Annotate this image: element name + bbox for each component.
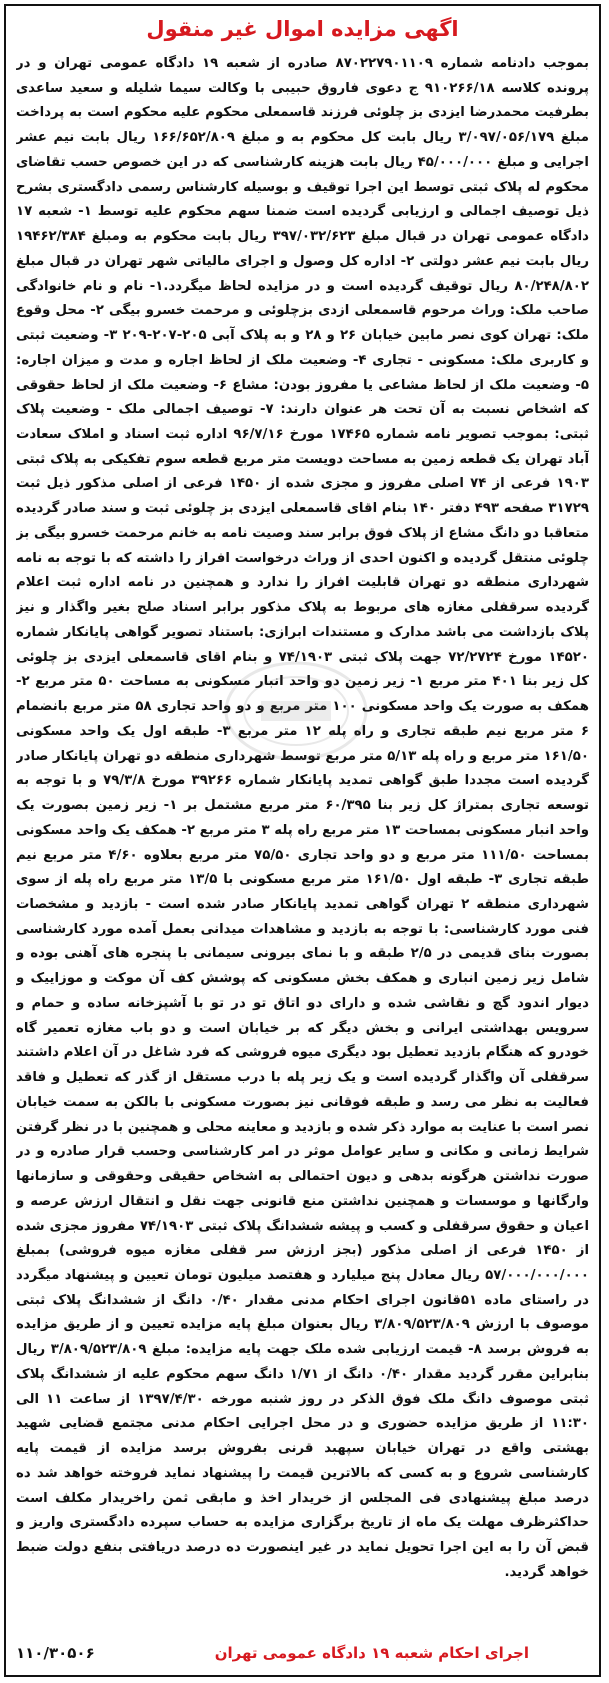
notice-title: اگهی مزایده اموال غیر منقول bbox=[146, 17, 459, 41]
auction-notice bbox=[4, 4, 601, 1677]
notice-footer bbox=[16, 1639, 589, 1667]
issuer-signature: اجرای احکام شعبه ۱۹ دادگاه عمومی تهران bbox=[214, 1644, 529, 1662]
notice-code: ۱۱۰/۳۰۵۰۶ bbox=[16, 1644, 95, 1662]
notice-body: بموجب دادنامه شماره ۸۷۰۲۲۷۹۰۱۱۰۹ صادره از شعبه ۱۹ دادگاه عمومی تهران و در پرونده کلاسه ۹۱۰۲۶۶/۱۸ ج دعوی فاروق حبیبی با وکالت سیما شلیله و سعید ساعدی بطرفیت محمدرضا ایزدی بز چلوئی فرزند قاسمعلی محکوم علیه محکوم است به پرداخت مبلغ ۳/۰۹۷/۰۵۶/۱۷۹ ریال بابت کل محکوم به و مبلغ ۱۶۶/۶۵۲/۸۰۹ ریال بابت نیم عشر اجرایی و مبلغ ۴۵/۰۰۰/۰۰۰ ریال بابت هزینه کارشناسی که در این خصوص حسب تقاضای محکوم له پلاک ثبتی توسط این اجرا توقیف و بوسیله کارشناس رسمی دادگستری بشرح ذیل توصیف اجمالی و ارزیابی گردیده است ضمنا سهم محکوم علیه توسط ۱- شعبه ۱۷ دادگاه عمومی تهران در قبال مبلغ ۳۹۷/۰۳۲/۶۲۳ ریال بابت محکوم به ومبلغ ۱۹۴۶۲/۳۸۴ ریال بابت نیم عشر دولتی ۲- اداره کل وصول و اجرای مالیاتی شهر تهران در قبال مبلغ ۸۰/۲۴۸/۸۰۲ ریال توقیف گردیده است و در مزایده لحاظ میگردد.۱- نام و نام خانوادگی صاحب ملک: وراث مرحوم قاسمعلی ازدی بزچلوئی و مرحمت خسرو بیگی ۲- محل وقوع ملک: تهران کوی نصر مابین خیابان ۲۶ و ۲۸ و به پلاک آبی ۲۰۵-۲۰۷-۲۰۹ ۳- وضعیت ثبتی و کاربری ملک: مسکونی - تجاری ۴- وضعیت ملک از لحاظ اجاره و مدت و میزان اجاره: ۵- وضعیت ملک از لحاظ مشاعی یا مفروز بودن: مشاع ۶- وضعیت ملک از لحاظ حقوقی که اشخاص نسبت به آن تحت هر عنوان دارند: ۷- توصیف اجمالی ملک - وضعیت پلاک ثبتی: بموجب تصویر نامه شماره ۱۷۴۶۵ مورخ ۹۶/۷/۱۶ اداره ثبت اسناد و املاک سعادت آباد تهران یک قطعه زمین به مساحت دویست متر مربع قطعه سوم تفکیکی به پلاک ثبتی ۱۹۰۳ فرعی از ۷۴ اصلی مفروز و مجزی شده از ۱۴۵۰ فرعی از اصلی مذکور ذیل ثبت ۳۱۷۲۹ صفحه ۴۹۳ دفتر ۱۴۰ بنام اقای قاسمعلی ایزدی بز چلوئی ثبت و سند صادر گردیده متعاقبا دو دانگ مشاع از پلاک فوق برابر سند وصیت نامه به خانم مرحمت خسرو بیگی بز چلوئی منتقل گردیده و اکنون احدی از وراث درخواست افراز را داشته که با توجه به نامه شهرداری منطقه دو تهران قابلیت افراز را ندارد و همچنین در نامه اداره ثبت اعلام گردیده سرقفلی مغازه های مربوط به پلاک مذکور برابر اسناد صلح بغیر واگذار و نیز پلاک بازداشت می باشد مدارک و مستندات ابرازی: باستناد تصویر گواهی پایانکار شماره ۱۴۵۲۰ مورخ ۷۲/۲۷۲۴ جهت پلاک ثبتی ۷۴/۱۹۰۳ و بنام اقای قاسمعلی ایزدی بز چلوئی کل زیر بنا ۴۰۱ متر مربع ۱- زیر زمین دو واحد انبار مسکونی به مساحت ۵۰ متر مربع ۲- همکف به صورت یک واحد مسکونی ۱۰۰ متر مربع و دو واحد تجاری ۵۸ متر مربع بانضمام ۶ متر مربع نیم طبقه تجاری و راه پله ۱۲ متر مربع ۳- طبقه اول یک واحد مسکونی ۱۶۱/۵۰ متر مربع و راه پله ۵/۱۳ متر مربع توسط شهرداری منطقه دو تهران پایانکار صادر گردیده است مجددا طبق گواهی تمدید پایانکار شماره ۳۹۲۶۶ مورخ ۷۹/۳/۸ و با توجه به توسعه تجاری بمتراژ کل زیر بنا ۶۰/۳۹۵ متر مربع مشتمل بر ۱- زیر زمین بصورت یک واحد انبار مسکونی بمساحت ۱۳ متر مربع راه پله ۳ متر مربع ۲- همکف یک واحد مسکونی بمساحت ۱۱۱/۵۰ متر مربع و دو واحد تجاری ۷۵/۵۰ متر مربع بعلاوه ۴/۶۰ متر مربع نیم طبقه تجاری ۳- طبقه اول ۱۶۱/۵۰ متر مربع مسکونی با ۱۳/۵ متر مربع راه پله از سوی شهرداری منطقه ۲ تهران گواهی تمدید پایانکار صادر شده است - بازدید و مشخصات فنی مورد کارشناسی: با توجه به بازدید و مشاهدات میدانی بعمل آمده مورد کارشناسی بصورت بنای قدیمی در ۲/۵ طبقه و با نمای بیرونی سیمانی با پنجره های آهنی بوده و شامل زیر زمین انباری و همکف بخش مسکونی که پوشش کف آن موکت و موزاییک و دیوار اندود گچ و نقاشی شده و دارای دو اتاق تو در تو با آشپزخانه ساده و حمام و سرویس بهداشتی ایرانی و بخش دیگر که بر خیابان است و دو باب مغازه تعمیر گاه خودرو که هنگام بازدید تعطیل بود دیگری میوه فروشی که فرد شاغل در آن اعلام داشتند سرقفلی آن واگذار گردیده است و یک زیر پله با درب مستقل از گذر که تعطیل و فاقد فعالیت به نظر می رسد و طبقه فوقانی نیز بصورت مسکونی با بالکن به سمت خیابان نصر است با عنایت به موارد ذکر شده و بازدید و معاینه محلی و همچنین با در نظر گرفتن شرایط زمانی و مکانی و سایر عوامل موثر در امر کارشناسی وحسب قرار صادره و در صورت نداشتن هرگونه بدهی و دیون احتمالی به اشخاص حقیقی وحقوقی و سازمانها وارگانها و موسسات و همچنین نداشتن منع قانونی جهت نقل و انتقال ارزش عرصه و اعیان و حقوق سرقفلی و کسب و پیشه ششدانگ پلاک ثبتی ۷۴/۱۹۰۳ مفروز مجزی شده از ۱۴۵۰ فرعی از اصلی مذکور (بجز ارزش سر قفلی مغازه میوه فروشی) بمبلغ ۵۷/۰۰۰/۰۰۰/۰۰۰ ریال معادل پنج میلیارد و هفتصد میلیون تومان تعیین و پیشنهاد میگردد در راستای ماده ۵۱قانون اجرای احکام مدنی مقدار ۰/۴۰ دانگ از ششدانگ پلاک ثبتی موصوف با ارزش ۳/۸۰۹/۵۲۳/۸۰۹ ریال بعنوان مبلغ پایه مزایده تعیین و از طریق مزایده به فروش برسد ۸- قیمت ارزیابی شده ملک جهت پایه مزایده: مبلغ ۳/۸۰۹/۵۲۳/۸۰۹ ریال بنابراین مقرر گردید مقدار ۰/۴۰ دانگ از ۱/۷۱ دانگ سهم محکوم علیه از ششدانگ پلاک ثبتی موصوف دانگ ملک فوق الذکر در روز شنبه مورخه ۱۳۹۷/۴/۳۰ از ساعت ۱۱ الی ۱۱:۳۰ از طریق مزایده حضوری و در محل اجرایی احکام مدنی مجتمع قضایی شهید بهشتی واقع در تهران خیابان سپهبد قرنی بفروش برسد مزایده از قیمت پایه کارشناسی شروع و به کسی که بالاترین قیمت را پیشنهاد نماید فروخته خواهد شد ده درصد مبلغ پیشنهادی فی المجلس از خریدار اخذ و مابقی ثمن راخریدار مکلف است حداکثرظرف مهلت یک ماه از تاریخ برگزاری مزایده به حساب سپرده دادگستری واریز و قبض آن را به این اجرا تحویل نماید در غیر اینصورت ده درصد دریافتی بنفع دولت ضبط خواهد گردید. bbox=[16, 56, 589, 1580]
